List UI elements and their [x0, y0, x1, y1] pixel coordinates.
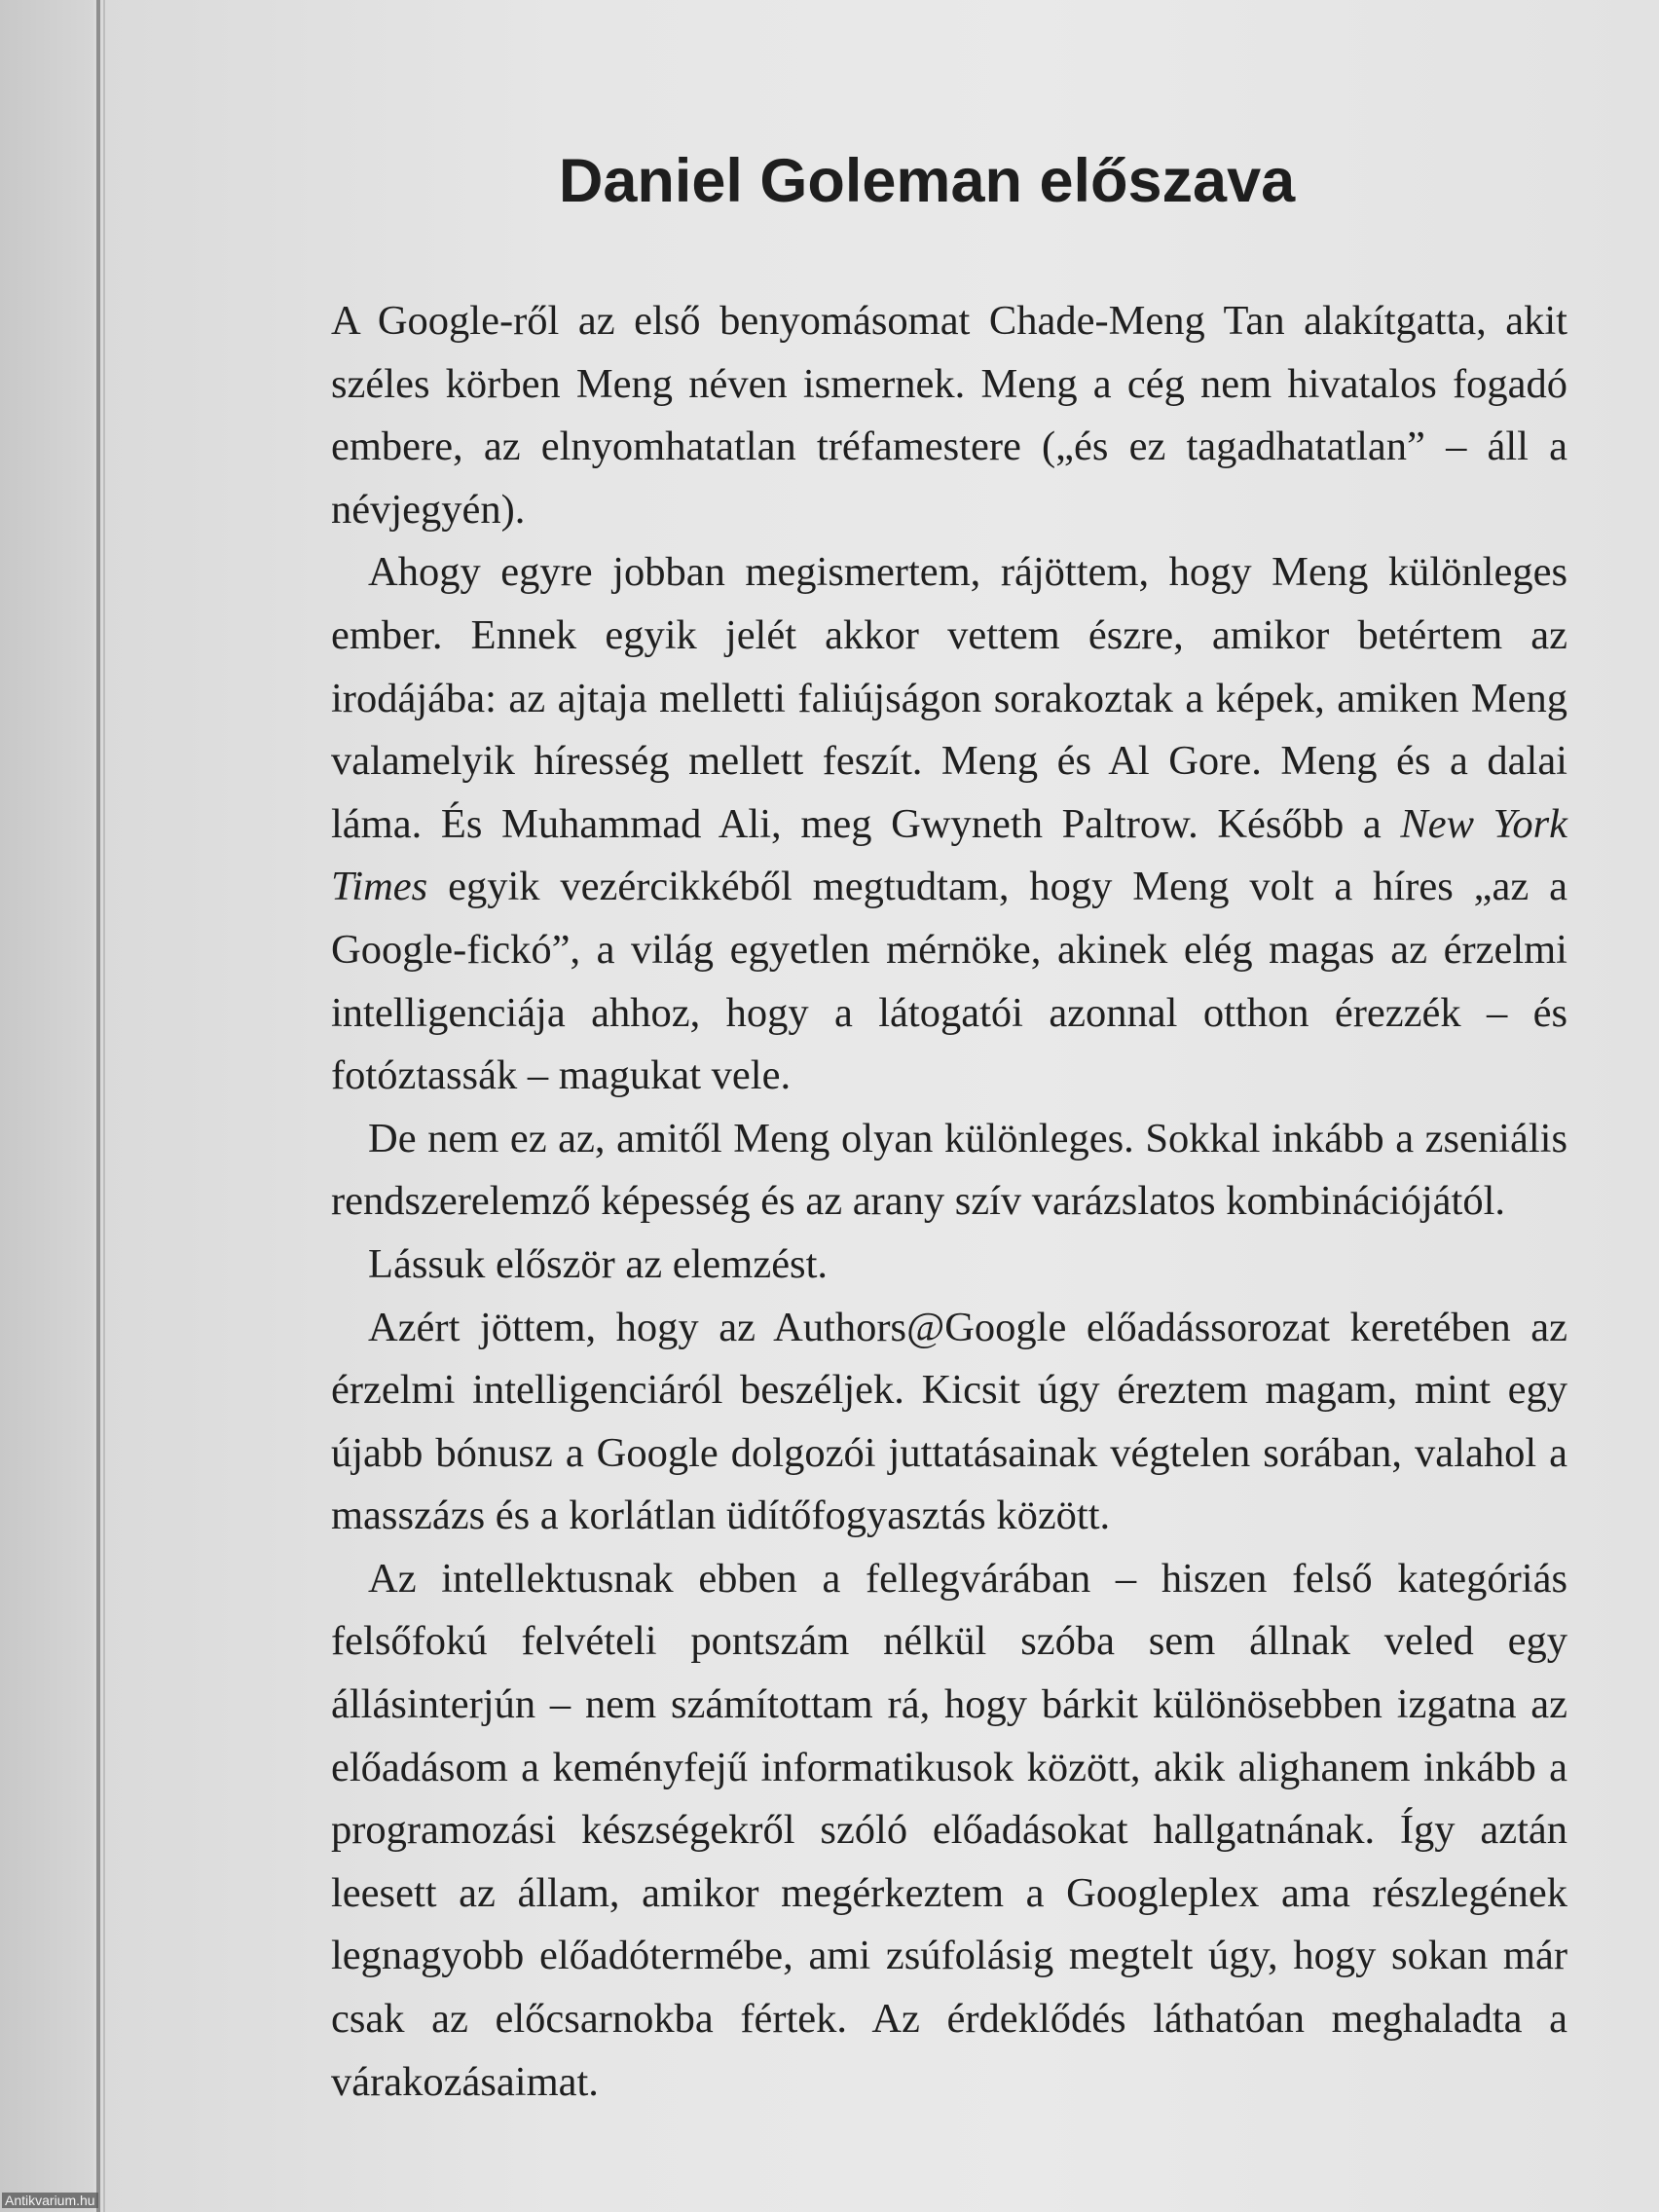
paragraph-text: Azért jöttem, hogy az Authors@Google előadássorozat keretében az érzelmi intelligenciáról beszéljek. Kicsit úgy éreztem magam, mint egy újabb bónusz a Google dolgozói juttatásainak végtelen sorában, valahol a masszázs és a korlátlan üdítőfogyasztás között.	[331, 1304, 1567, 1539]
page-gutter	[0, 0, 93, 2212]
paragraph	[331, 1548, 1567, 2114]
paragraph-text: A Google-ről az első benyomásomat Chade-Meng Tan alakítgatta, akit széles körben Meng néven ismernek. Meng a cég nem hivatalos fogadó embere, az elnyomhatatlan tréfamestere („és ez tagadhatatlan” – áll a névjegyén).	[331, 298, 1567, 533]
paragraph-text: Az intellektusnak ebben a fellegvárában – hiszen felső kategóriás felsőfokú felvételi pontszám nélkül szóba sem állnak veled egy állásinterjún – nem számítottam rá, hogy bárkit különösebben izgatna az előadásom a keményfejű informatikusok között, akik alighanem inkább a programozási készségekről szóló előadásokat hallgatnának. Így aztán leesett az állam, amikor megérkeztem a Googleplex ama részlegének legnagyobb előadótermébe, ami zsúfolásig megtelt úgy, hogy sokan már csak az előcsarnokba fértek. Az érdeklődés láthatóan meghaladta a várakozásaimat.	[331, 1555, 1567, 2105]
page-edge-line	[96, 0, 100, 2212]
chapter-title: Daniel Goleman előszava	[558, 147, 1296, 215]
body-text	[331, 290, 1567, 2114]
paragraph-text: Ahogy egyre jobban megismertem, rájöttem, hogy Meng különleges ember. Ennek egyik jelét akkor vettem észre, amikor betértem az irodájába: az ajtaja melletti faliújságon sorakoztak a képek, amiken Meng valamelyik híresség mellett feszít. Meng és Al Gore. Meng és a dalai láma. És Muhammad Ali, meg Gwyneth Paltrow. Később a	[331, 549, 1567, 847]
paragraph-text: Lássuk először az elemzést.	[368, 1240, 829, 1287]
page-edge-shadow	[103, 0, 105, 2212]
paragraph	[331, 1297, 1567, 1548]
watermark: Antikvarium.hu	[2, 2193, 98, 2208]
paragraph	[331, 290, 1567, 541]
paragraph	[331, 1108, 1567, 1234]
paragraph-text: egyik vezércikkéből megtudtam, hogy Meng volt a híres „az a Google-fickó”, a világ egyetlen mérnöke, akinek elég magas az érzelmi intelligenciája ahhoz, hogy a látogatói azonnal otthon érezzék – és fotóztassák – magukat vele.	[331, 864, 1567, 1099]
italic-title-text: New York Times	[331, 800, 1567, 910]
paragraph-text: De nem ez az, amitől Meng olyan különleges. Sokkal inkább a zseniális rendszerelemző képesség és az arany szív varázslatos kombinációjától.	[331, 1115, 1567, 1225]
paragraph	[331, 1234, 1567, 1297]
paragraph	[331, 541, 1567, 1107]
